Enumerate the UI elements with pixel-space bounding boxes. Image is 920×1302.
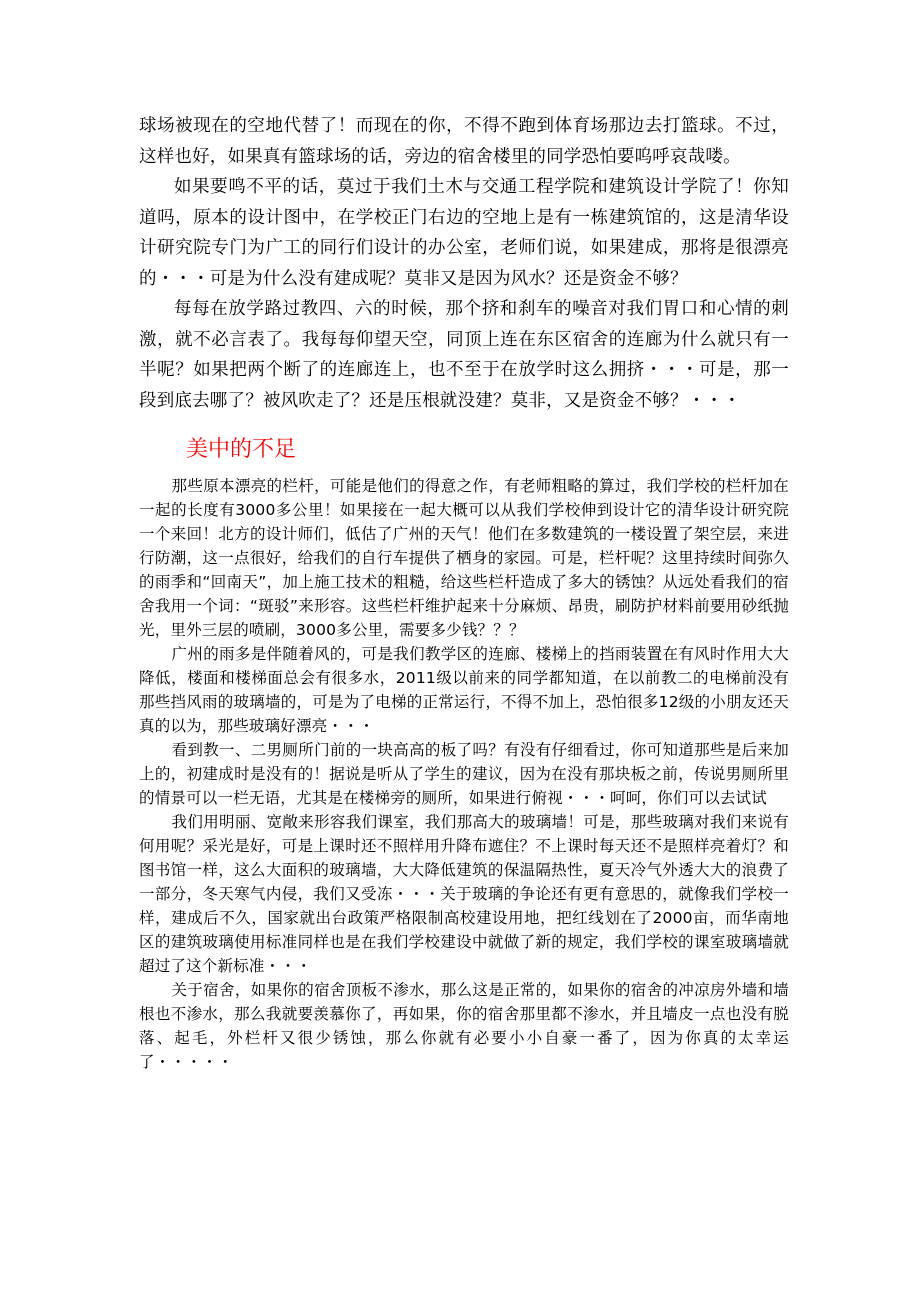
top-text-section	[139, 111, 789, 416]
section-heading: 美中的不足	[186, 437, 297, 462]
body-paragraph: 我们用明丽、宽敞来形容我们课室，我们那高大的玻璃墙！可是，那些玻璃对我们来说有何用呢？采光是好，可是上课时还不照样用升降布遮住？不上课时每天还不是照样亮着灯？和图书馆一样，这么大面积的玻璃墙，大大降低建筑的保温隔热性，夏天冷气外透大大的浪费了一部分，冬天寒气内侵，我们又受冻・・・关于玻璃的争论还有更有意思的，就像我们学校一样，建成后不久，国家就出台政策严格限制高校建设用地，把红线划在了2000亩，而华南地区的建筑玻璃使用标准同样也是在我们学校建设中就做了新的规定，我们学校的课室玻璃墙就超过了这个新标准・・・	[139, 813, 789, 975]
bottom-text-section	[139, 474, 789, 1074]
body-paragraph: 每每在放学路过教四、六的时候，那个挤和刹车的噪音对我们胃口和心情的刺激，就不必言表了。我每每仰望天空，同顶上连在东区宿舍的连廊为什么就只有一半呢？如果把两个断了的连廊连上，也不至于在放学时这么拥挤・・・可是，那一段到底去哪了？被风吹走了？还是压根就没建？莫非，又是资金不够？・・・	[139, 299, 789, 411]
body-paragraph: 如果要鸣不平的话，莫过于我们土木与交通工程学院和建筑设计学院了！你知道吗，原本的设计图中，在学校正门右边的空地上是有一栋建筑馆的，这是清华设计研究院专门为广工的同行们设计的办公室，老师们说，如果建成，那将是很漂亮的・・・可是为什么没有建成呢？莫非又是因为风水？还是资金不够？	[139, 177, 789, 289]
body-paragraph: 看到教一、二男厕所门前的一块高高的板了吗？有没有仔细看过，你可知道那些是后来加上的，初建成时是没有的！据说是听从了学生的建议，因为在没有那块板之前，传说男厕所里的情景可以一栏无语，尤其是在楼梯旁的厕所，如果进行俯视・・・呵呵，你们可以去试试	[139, 741, 789, 807]
body-paragraph: 那些原本漂亮的栏杆，可能是他们的得意之作，有老师粗略的算过，我们学校的栏杆加在一起的长度有3000多公里！如果接在一起大概可以从我们学校伸到设计它的清华设计研究院一个来回！北方的设计师们，低估了广州的天气！他们在多数建筑的一楼设置了架空层，来进行防潮，这一点很好，给我们的自行车提供了栖身的家园。可是，栏杆呢？这里持续时间弥久的雨季和“回南天”，加上施工技术的粗糙，给这些栏杆造成了多大的锈蚀？从远处看我们的宿舍我用一个词：“斑驳”来形容。这些栏杆维护起来十分麻烦、昂贵，刷防护材料前要用砂纸抛光，里外三层的喷刷，3000多公里，需要多少钱？？？	[139, 477, 789, 639]
body-paragraph: 球场被现在的空地代替了！而现在的你，不得不跑到体育场那边去打篮球。不过，这样也好，如果真有篮球场的话，旁边的宿舍楼里的同学恐怕要呜呼哀哉喽。	[139, 116, 789, 167]
body-paragraph: 广州的雨多是伴随着风的，可是我们教学区的连廊、楼梯上的挡雨装置在有风时作用大大降低，楼面和楼梯面总会有很多水，2011级以前来的同学都知道，在以前教二的电梯前没有那些挡风雨的玻璃墙的，可是为了电梯的正常运行，不得不加上，恐怕很多12级的小朋友还天真的以为，那些玻璃好漂亮・・・	[139, 645, 789, 735]
body-paragraph: 关于宿舍，如果你的宿舍顶板不渗水，那么这是正常的，如果你的宿舍的冲凉房外墙和墙根也不渗水，那么我就要羡慕你了，再如果，你的宿舍那里都不渗水，并且墙皮一点也没有脱落、起毛，外栏杆又很少锈蚀，那么你就有必要小小自豪一番了，因为你真的太幸运了・・・・・	[139, 981, 789, 1071]
